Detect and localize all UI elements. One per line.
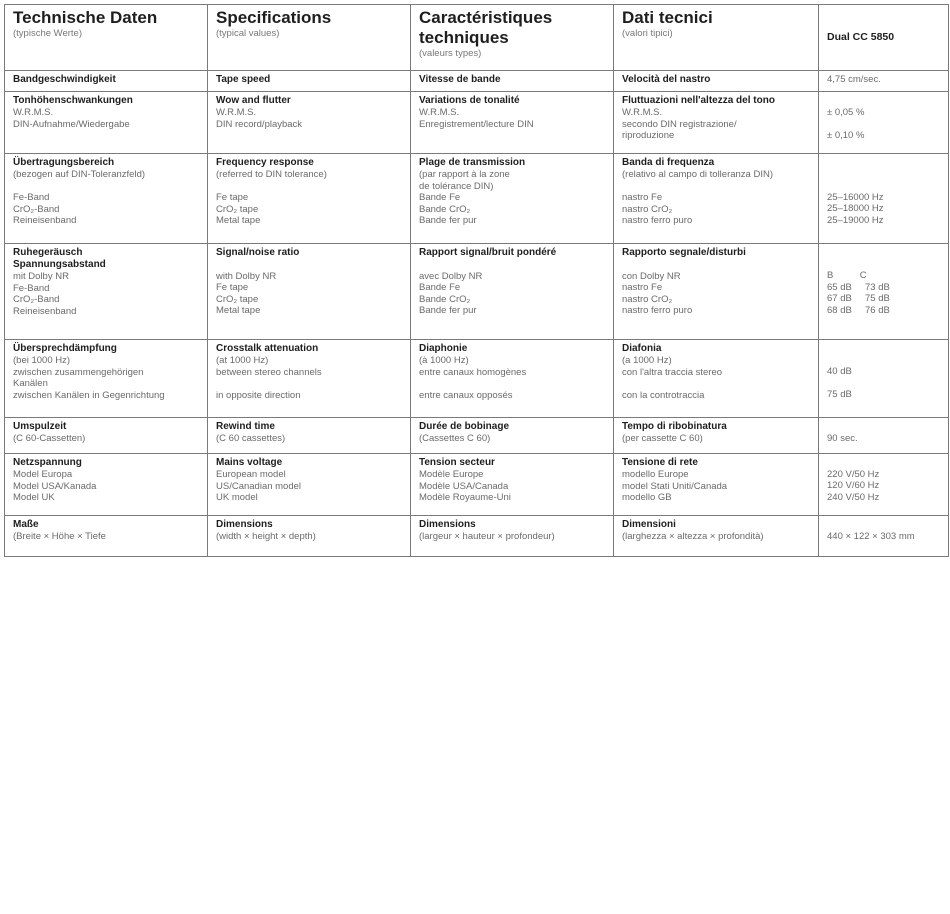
mains-fr-title: Tension secteur [419,457,495,468]
crosstalk-it-l4: con la controtraccia [622,389,705,401]
dims-fr-l1: (largeur × hauteur × profondeur) [419,531,555,542]
wow-fr-l2: Enregistrement/lecture DIN [419,118,534,130]
freq-fr-cro2: Bande CrO₂ [419,203,471,215]
snr-it-dolby: con Dolby NR [622,270,681,282]
wow-it-l1: W.R.M.S. [622,107,663,118]
crosstalk-it-title: Diafonia [622,343,662,354]
snr-en-fe: Fe tape [216,282,249,294]
header-it [614,5,819,71]
crosstalk-de-l2: zwischen zusammengehörigen [13,366,144,378]
freq-it-sub: (relativo al campo di tolleranza DIN) [622,169,774,180]
header-en-subtitle: (typical values) [216,28,280,39]
snr-de-metal: Reineisenband [13,305,77,317]
tape-speed-en: Tape speed [216,74,271,85]
mains-value-1: 220 V/50 Hz [827,468,880,480]
dims-fr-title: Dimensions [419,519,476,530]
snr-en-dolby: with Dolby NR [216,270,277,282]
header-de-subtitle: (typische Werte) [13,28,82,39]
crosstalk-de-title: Übersprechdämpfung [13,343,117,354]
freq-it-fe: nastro Fe [622,192,663,204]
wow-fr-title: Variations de tonalité [419,95,520,106]
wow-en-title: Wow and flutter [216,95,291,106]
snr-en-cro2: CrO₂ tape [216,293,259,305]
snr-it-cro2: nastro CrO₂ [622,293,673,305]
dims-en-title: Dimensions [216,519,273,530]
snr-de-fe: Fe-Band [13,282,50,294]
crosstalk-en-l1: (at 1000 Hz) [216,355,269,366]
header-en-title: Specifications [216,8,332,27]
freq-en-title: Frequency response [216,157,314,168]
header-fr-title-2: techniques [419,28,509,47]
dims-it-l1: (larghezza × altezza × profondità) [622,531,764,542]
rewind-en-title: Rewind time [216,421,275,432]
wow-de-l1: W.R.M.S. [13,107,54,118]
freq-de-fe: Fe-Band [13,192,50,204]
dims-en-l1: (width × height × depth) [216,531,316,542]
wow-it-l3: riproduzione [622,130,675,142]
dims-de-title: Maße [13,519,39,530]
freq-de-cro2: CrO₂-Band [13,203,60,215]
mains-it-l1: modello Europe [622,469,689,480]
freq-en-cro2: CrO₂ tape [216,203,259,215]
mains-de-l2: Model USA/Kanada [13,480,97,492]
crosstalk-fr-l4: entre canaux opposés [419,389,513,401]
crosstalk-value-2: 75 dB [827,389,852,401]
crosstalk-it-l2: con l'altra traccia stereo [622,366,723,378]
freq-it-metal: nastro ferro puro [622,215,693,227]
header-fr-title: Caractéristiques [419,8,553,27]
crosstalk-fr-l2: entre canaux homogènes [419,366,527,378]
row-mains-voltage [5,454,949,516]
snr-value-metal: 68 dB 76 dB [827,304,890,316]
dims-de-l1: (Breite × Höhe × Tiefe [13,531,106,542]
mains-en-l3: UK model [216,492,258,504]
dims-value: 440 × 122 × 303 mm [827,530,915,542]
crosstalk-it-l1: (a 1000 Hz) [622,355,672,366]
mains-en-l2: US/Canadian model [216,480,302,492]
crosstalk-en-l4: in opposite direction [216,389,301,401]
mains-it-title: Tensione di rete [622,457,698,468]
snr-de-title-1: Ruhegeräusch [13,247,83,258]
mains-it-l2: model Stati Uniti/Canada [622,480,728,492]
wow-en-l1: W.R.M.S. [216,107,257,118]
spec-table [4,4,949,557]
snr-en-title: Signal/noise ratio [216,247,300,258]
snr-de-title-2: Spannungsabstand [13,259,106,270]
mains-de-l1: Model Europa [13,469,73,480]
header-de-title: Technische Daten [13,8,158,27]
wow-de-title: Tonhöhenschwankungen [13,95,133,106]
row-frequency-response [5,154,949,244]
mains-fr-l1: Modèle Europe [419,469,484,480]
freq-en-fe: Fe tape [216,192,249,204]
freq-it-cro2: nastro CrO₂ [622,203,673,215]
mains-en-title: Mains voltage [216,457,283,468]
freq-fr-sub2: de tolérance DIN) [419,180,494,192]
freq-fr-title: Plage de transmission [419,157,526,168]
wow-de-l2: DIN-Aufnahme/Wiedergabe [13,118,130,130]
row-rewind-time [5,418,949,454]
freq-value-cro2: 25–18000 Hz [827,203,884,215]
wow-fr-l1: W.R.M.S. [419,107,460,118]
mains-fr-l2: Modèle USA/Canada [419,480,509,492]
snr-value-cro2: 67 dB 75 dB [827,293,890,305]
crosstalk-en-l2: between stereo channels [216,366,322,378]
row-crosstalk [5,340,949,418]
rewind-value: 90 sec. [827,432,858,444]
model-name: Dual CC 5850 [827,31,895,43]
snr-fr-fe: Bande Fe [419,282,461,294]
rewind-it-l1: (per cassette C 60) [622,433,703,444]
mains-fr-l3: Modèle Royaume-Uni [419,492,511,504]
snr-fr-cro2: Bande CrO₂ [419,293,471,305]
dims-it-title: Dimensioni [622,519,676,530]
freq-de-metal: Reineisenband [13,215,77,227]
row-wow-flutter [5,92,949,154]
snr-fr-title: Rapport signal/bruit pondéré [419,247,557,258]
header-it-title: Dati tecnici [622,8,713,27]
snr-value-fe: 65 dB 73 dB [827,281,890,293]
tape-speed-fr: Vitesse de bande [419,74,501,85]
rewind-fr-l1: (Cassettes C 60) [419,433,491,444]
crosstalk-de-l1: (bei 1000 Hz) [13,355,71,366]
mains-de-title: Netzspannung [13,457,82,468]
tape-speed-de: Bandgeschwindigkeit [13,74,116,85]
snr-value-header: B C [827,270,867,282]
rewind-fr-title: Durée de bobinage [419,421,510,432]
freq-value-metal: 25–19000 Hz [827,214,884,226]
mains-value-2: 120 V/60 Hz [827,480,880,492]
freq-it-title: Banda di frequenza [622,157,715,168]
rewind-it-title: Tempo di ribobinatura [622,421,727,432]
freq-en-metal: Metal tape [216,215,261,227]
header-de [5,5,208,71]
rewind-en-l1: (C 60 cassettes) [216,433,286,444]
rewind-de-l1: (C 60-Cassetten) [13,433,86,444]
snr-en-metal: Metal tape [216,305,261,317]
header-en [208,5,411,71]
crosstalk-de-l3: Kanälen [13,378,48,390]
snr-it-title: Rapporto segnale/disturbi [622,247,746,258]
rewind-de-title: Umspulzeit [13,421,67,432]
snr-de-cro2: CrO₂-Band [13,294,60,306]
freq-en-sub: (referred to DIN tolerance) [216,169,327,180]
freq-de-title: Übertragungsbereich [13,157,115,168]
crosstalk-de-l4: zwischen Kanälen in Gegenrichtung [13,389,165,401]
freq-de-sub: (bezogen auf DIN-Toleranzfeld) [13,169,146,180]
row-dimensions [5,516,949,557]
snr-fr-dolby: avec Dolby NR [419,270,483,282]
freq-value-fe: 25–16000 Hz [827,191,884,203]
mains-it-l3: modello GB [622,492,672,504]
wow-it-l2: secondo DIN registrazione/ [622,118,737,130]
wow-en-l2: DIN record/playback [216,118,303,130]
wow-value-2: ± 0,10 % [827,129,865,141]
snr-de-dolby: mit Dolby NR [13,271,69,282]
header-model [819,5,949,71]
mains-en-l1: European model [216,469,286,480]
crosstalk-fr-l1: (à 1000 Hz) [419,355,469,366]
header-fr-subtitle: (valeurs types) [419,48,482,59]
wow-value-1: ± 0,05 % [827,106,865,118]
crosstalk-fr-title: Diaphonie [419,343,468,354]
freq-fr-fe: Bande Fe [419,192,461,204]
freq-fr-metal: Bande fer pur [419,215,477,227]
crosstalk-value-1: 40 dB [827,366,852,378]
crosstalk-en-title: Crosstalk attenuation [216,343,319,354]
snr-it-fe: nastro Fe [622,282,663,294]
freq-fr-sub1: (par rapport à la zone [419,169,510,180]
header-it-subtitle: (valori tipici) [622,28,673,39]
tape-speed-value: 4,75 cm/sec. [827,74,881,85]
tape-speed-it: Velocità del nastro [622,74,711,85]
mains-value-3: 240 V/50 Hz [827,491,880,503]
header-fr [411,5,614,71]
snr-it-metal: nastro ferro puro [622,305,693,317]
mains-de-l3: Model UK [13,492,55,504]
wow-it-title: Fluttuazioni nell'altezza del tono [622,95,775,106]
snr-fr-metal: Bande fer pur [419,305,477,317]
row-signal-noise [5,244,949,340]
header-row [5,5,949,71]
row-tape-speed [5,71,949,92]
